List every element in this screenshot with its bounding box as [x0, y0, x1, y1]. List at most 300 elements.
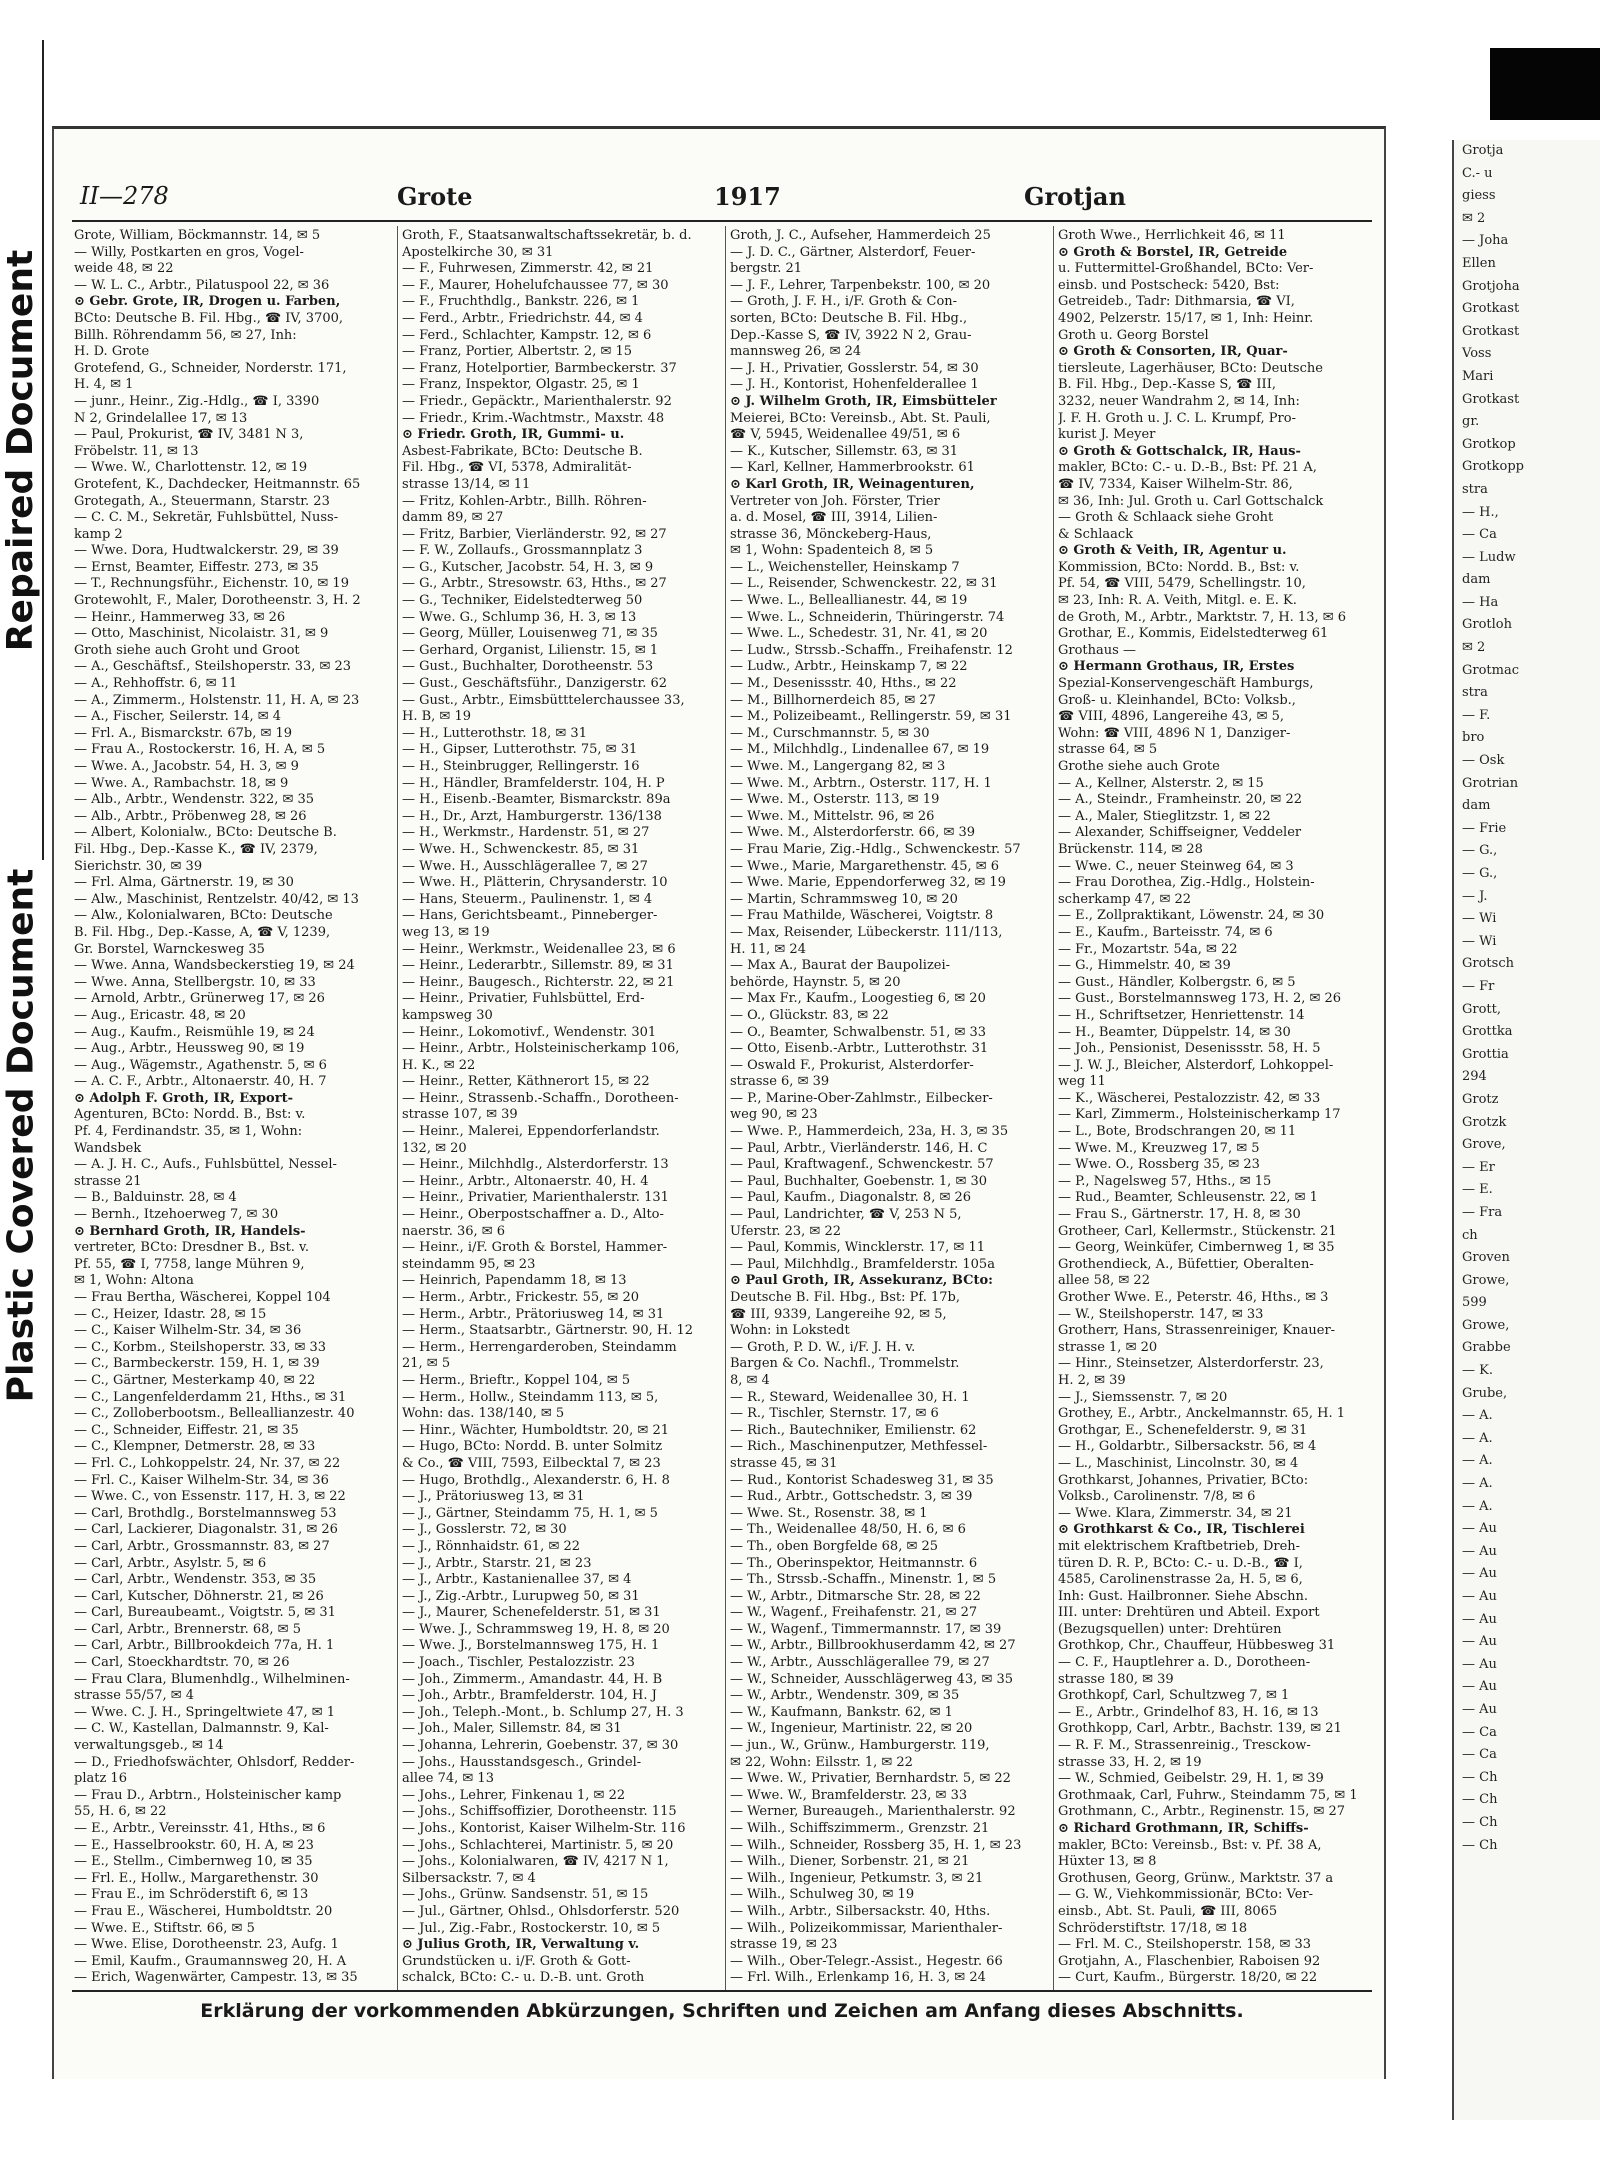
directory-entry-line: — Wwe. Anna, Stellbergstr. 10, ✉ 33	[74, 974, 316, 990]
directory-entry-line: — A. C. F., Arbtr., Altonaerstr. 40, H. 7	[74, 1074, 327, 1090]
next-page-fragment: — Joha	[1462, 233, 1509, 249]
directory-entry-line: — Paul, Milchhdlg., Bramfelderstr. 105a	[730, 1256, 995, 1272]
directory-entry-line: Spezial-Konservengeschäft Hamburgs,	[1058, 676, 1314, 692]
directory-entry-line: — J., Arbtr., Kastanienallee 37, ✉ 4	[402, 1572, 632, 1588]
directory-entry-line: — Alb., Arbtr., Pröbenweg 28, ✉ 26	[74, 808, 307, 824]
next-page-fragment: Grotkopp	[1462, 459, 1524, 475]
directory-entry-line: türen D. R. P., BCto: C.- u. D.-B., ☎ I,	[1058, 1555, 1303, 1571]
directory-entry-line: B. Fil. Hbg., Dep.-Kasse S, ☎ III,	[1058, 377, 1276, 393]
directory-entry-line: H. 11, ✉ 24	[730, 941, 806, 957]
directory-entry-line: Groth Wwe., Herrlichkeit 46, ✉ 11	[1058, 228, 1286, 243]
directory-entry-line: — G., Kutscher, Jacobstr. 54, H. 3, ✉ 9	[402, 559, 654, 575]
next-page-fragment: dam	[1462, 798, 1491, 814]
directory-entry-line: — Johs., Hausstandsgesch., Grindel-	[402, 1754, 642, 1770]
directory-entry-line: Grotegath, A., Steuermann, Starstr. 23	[74, 493, 330, 509]
directory-entry-line: — H., Beamter, Düppelstr. 14, ✉ 30	[1058, 1024, 1291, 1040]
directory-entry-line: — Frau Mathilde, Wäscherei, Voigtstr. 8	[730, 908, 994, 924]
directory-entry-line: ☎ V, 5945, Weidenallee 49/51, ✉ 6	[730, 427, 961, 443]
directory-entry-line: — C., Schneider, Eiffestr. 21, ✉ 35	[74, 1422, 299, 1438]
directory-entry-line: — Joh., Zimmerm., Amandastr. 44, H. B	[402, 1671, 663, 1687]
banner-lower-text: Plastic Covered Document	[0, 868, 42, 1402]
directory-entry-line: — C., Klempner, Detmerstr. 28, ✉ 33	[74, 1439, 316, 1455]
next-page-fragment: Grotmac	[1462, 662, 1520, 678]
directory-entry-line: — P., Nagelsweg 57, Hths., ✉ 15	[1058, 1173, 1272, 1189]
directory-entry-line: — Karl, Kellner, Hammerbrookstr. 61	[730, 460, 975, 476]
directory-entry-line: — Wilh., Arbtr., Silbersackstr. 40, Hths.	[730, 1903, 991, 1919]
next-page-fragment: Grabbe	[1462, 1340, 1511, 1356]
directory-entry-line: — J., Zig.-Arbtr., Lurupweg 50, ✉ 31	[402, 1588, 640, 1604]
directory-entry-line: — Wilh., Ingenieur, Petkumstr. 3, ✉ 21	[730, 1870, 984, 1886]
directory-entry-line: — D., Friedhofswächter, Ohlsdorf, Redder-	[74, 1754, 355, 1770]
directory-entry-line: — Herm., Hollw., Steindamm 113, ✉ 5,	[402, 1389, 659, 1405]
directory-entry-line: — E., Kaufm., Barteisstr. 74, ✉ 6	[1058, 924, 1273, 940]
directory-entry-line: scherkamp 47, ✉ 22	[1058, 891, 1192, 907]
directory-entry-line: H. D. Grote	[74, 344, 150, 360]
directory-entry-line: — Johs., Grünw. Sandsenstr. 51, ✉ 15	[402, 1887, 649, 1903]
directory-entry-line: Grothey, E., Arbtr., Anckelmannstr. 65, H. 1	[1058, 1406, 1346, 1422]
directory-entry-line: ⊙ Adolph F. Groth, IR, Export-	[74, 1090, 293, 1106]
directory-entry-line: Fil. Hbg., ☎ VI, 5378, Admiralität-	[402, 460, 632, 476]
directory-entry-line: ⊙ Groth & Consorten, IR, Quar-	[1058, 344, 1288, 360]
directory-entry-line: — Wwe. Klara, Zimmerstr. 34, ✉ 21	[1058, 1505, 1293, 1521]
directory-entry-line: 3232, neuer Wandrahm 2, ✉ 14, Inh:	[1058, 393, 1300, 409]
directory-entry-line: — F. W., Zollaufs., Grossmannplatz 3	[402, 543, 643, 559]
next-page-fragment: gr.	[1462, 414, 1480, 430]
next-page-fragment: — Au	[1462, 1701, 1497, 1717]
directory-entry-line: — Emil, Kaufm., Graumannsweg 20, H. A	[74, 1953, 347, 1969]
directory-entry-line: — Oswald F., Prokurist, Alsterdorfer-	[730, 1057, 974, 1073]
directory-entry-line: (Bezugsquellen) unter: Drehtüren	[1058, 1621, 1282, 1637]
directory-entry-line: — Wwe. Marie, Eppendorferweg 32, ✉ 19	[730, 875, 1006, 891]
directory-entry-line: — J. H., Privatier, Gosslerstr. 54, ✉ 30	[730, 360, 979, 376]
next-page-fragment: — Au	[1462, 1543, 1497, 1559]
next-page-fragment: Groven	[1462, 1250, 1510, 1266]
directory-entry-line: sorten, BCto: Deutsche B. Fil. Hbg.,	[730, 310, 968, 326]
next-page-fragment: giess	[1462, 188, 1496, 204]
directory-entry-line: Grothmann, C., Arbtr., Reginenstr. 15, ✉ 27	[1058, 1804, 1346, 1820]
next-page-fragment: Ellen	[1462, 255, 1496, 271]
directory-entry-line: J. F. H. Groth u. J. C. L. Krumpf, Pro-	[1058, 410, 1296, 426]
directory-entry-line: H. 2, ✉ 39	[1058, 1372, 1126, 1388]
directory-entry-line	[74, 1987, 386, 1988]
next-page-fragment: — E.	[1462, 1182, 1493, 1198]
directory-entry-line: — Paul, Prokurist, ☎ IV, 3481 N 3,	[74, 427, 304, 443]
directory-entry-line: — Wwe. M., Mittelstr. 96, ✉ 26	[730, 808, 935, 824]
directory-entry-line: — H., Lutterothstr. 18, ✉ 31	[402, 725, 587, 741]
directory-entry-line: Wohn: in Lokstedt	[730, 1323, 850, 1339]
directory-entry-line: tiersleute, Lagerhäuser, BCto: Deutsche	[1058, 360, 1323, 376]
next-page-fragment: — Ch	[1462, 1769, 1498, 1785]
directory-entry-line: — W., Wagenf., Freihafenstr. 21, ✉ 27	[730, 1605, 978, 1621]
directory-entry-line: — Rud., Arbtr., Gottschedstr. 3, ✉ 39	[730, 1489, 973, 1505]
directory-entry-line: Groth, J. C., Aufseher, Hammerdeich 25	[730, 228, 991, 243]
directory-entry-line: — Herm., Arbtr., Frickestr. 55, ✉ 20	[402, 1290, 639, 1305]
directory-entry-line: — L., Maschinist, Lincolnstr. 30, ✉ 4	[1058, 1455, 1299, 1471]
directory-entry-line: — Carl, Arbtr., Billbrookdeich 77a, H. 1	[74, 1638, 335, 1654]
directory-entry-line: — Wwe. G., Schlump 36, H. 3, ✉ 13	[402, 609, 637, 625]
directory-entry-line: — Albert, Kolonialw., BCto: Deutsche B.	[74, 825, 337, 841]
directory-entry-line: — A., Kellner, Alsterstr. 2, ✉ 15	[1058, 775, 1264, 791]
next-page-fragment: — Au	[1462, 1656, 1497, 1672]
next-page-fragment: Voss	[1462, 346, 1492, 362]
directory-entry-line: — W., Schneider, Ausschlägerweg 43, ✉ 35	[730, 1671, 1014, 1687]
directory-entry-line: — Wwe. H., Schwenckestr. 85, ✉ 31	[402, 841, 640, 857]
directory-entry-line: — Heinr., Baugesch., Richterstr. 22, ✉ 21	[402, 974, 675, 990]
directory-entry-line: — Heinr., Werkmstr., Weidenallee 23, ✉ 6	[402, 941, 676, 957]
directory-entry-line: — Wilh., Ober-Telegr.-Assist., Hegestr. 66	[730, 1953, 1003, 1969]
directory-entry-line: — Fritz, Kohlen-Arbtr., Billh. Röhren-	[402, 493, 647, 509]
directory-entry-line: — Wwe. M., Langergang 82, ✉ 3	[730, 759, 946, 774]
directory-entry-line: — Georg, Weinküfer, Cimbernweg 1, ✉ 35	[1058, 1240, 1335, 1256]
directory-entry-line: — M., Polizeibeamt., Rellingerstr. 59, ✉ 31	[730, 709, 1012, 725]
directory-entry-line: — C., Langenfelderdamm 21, Hths., ✉ 31	[74, 1389, 347, 1405]
directory-entry-line: ⊙ Richard Grothmann, IR, Schiffs-	[1058, 1821, 1309, 1836]
directory-entry-line: 4902, Pelzerstr. 15/17, ✉ 1, Inh: Heinr.	[1058, 310, 1314, 326]
directory-entry-line: — Jul., Zig.-Fabr., Rostockerstr. 10, ✉ 5	[402, 1920, 661, 1936]
directory-entry-line: — Wwe. C., neuer Steinweg 64, ✉ 3	[1058, 858, 1294, 874]
directory-entry-line: — C. W., Kastellan, Dalmannstr. 9, Kal-	[74, 1721, 329, 1737]
directory-entry-line: — Wwe. W., Privatier, Bernhardstr. 5, ✉ 22	[730, 1771, 1011, 1787]
page-header	[72, 178, 1372, 222]
directory-entry-line: — Paul, Kaufm., Diagonalstr. 8, ✉ 26	[730, 1190, 972, 1206]
directory-entry-line: — Aug., Ericastr. 48, ✉ 20	[74, 1007, 246, 1023]
directory-entry-line: — A., Maler, Stieglitzstr. 1, ✉ 22	[1058, 808, 1271, 824]
directory-entry-line: — J., Gärtner, Steindamm 75, H. 1, ✉ 5	[402, 1505, 658, 1521]
next-page-fragment: Grotja	[1462, 143, 1504, 158]
directory-entry-line: Pf. 55, ☎ I, 7758, lange Mühren 9,	[74, 1256, 305, 1272]
directory-entry-line: — E., Hasselbrookstr. 60, H. A, ✉ 23	[74, 1837, 314, 1853]
directory-entry-line: — Carl, Stoeckhardtstr. 70, ✉ 26	[74, 1655, 290, 1671]
directory-entry-line: Grotheer, Carl, Kellermstr., Stückenstr. 21	[1058, 1223, 1337, 1239]
directory-entry-line: ⊙ Grothkarst & Co., IR, Tischlerei	[1058, 1522, 1305, 1538]
next-page-fragment: 294	[1462, 1069, 1487, 1085]
directory-entry-line: — Gust., Händler, Kolbergstr. 6, ✉ 5	[1058, 974, 1296, 990]
directory-entry-line: 4585, Carolinenstrasse 2a, H. 5, ✉ 6,	[1058, 1572, 1303, 1588]
directory-entry-line: — H., Dr., Arzt, Hamburgerstr. 136/138	[402, 808, 662, 824]
directory-entry-line: — J., Arbtr., Starstr. 21, ✉ 23	[402, 1555, 592, 1571]
directory-entry-line: — Ernst, Beamter, Eiffestr. 273, ✉ 35	[74, 559, 319, 575]
directory-entry-line: ✉ 1, Wohn: Altona	[74, 1273, 194, 1289]
directory-entry-line: — Carl, Bureaubeamt., Voigtstr. 5, ✉ 31	[74, 1605, 336, 1621]
directory-entry-line: Meierei, BCto: Vereinsb., Abt. St. Pauli,	[730, 410, 991, 426]
column-2	[402, 228, 714, 1988]
directory-entry-line: — Frl. E., Hollw., Margarethenstr. 30	[74, 1870, 319, 1886]
directory-entry-line: — Ferd., Arbtr., Friedrichstr. 44, ✉ 4	[402, 310, 643, 326]
directory-entry-line: — Paul, Landrichter, ☎ V, 253 N 5,	[730, 1207, 962, 1223]
directory-entry-line: — H., Gipser, Lutterothstr. 75, ✉ 31	[402, 742, 638, 758]
directory-entry-line: — Frau E., im Schröderstift 6, ✉ 13	[74, 1887, 309, 1903]
directory-entry-line: — Jul., Gärtner, Ohlsd., Ohlsdorferstr. 520	[402, 1903, 680, 1919]
next-page-fragment: — G.,	[1462, 843, 1498, 859]
next-page-fragment: — Fr	[1462, 978, 1495, 994]
directory-entry-line: — E., Arbtr., Vereinsstr. 41, Hths., ✉ 6	[74, 1821, 326, 1836]
directory-entry-line: — Heinrich, Papendamm 18, ✉ 13	[402, 1273, 627, 1289]
directory-entry-line: — Heinr., Privatier, Fuhlsbüttel, Erd-	[402, 991, 645, 1007]
next-page-fragment: — Ca	[1462, 527, 1497, 543]
directory-entry-line: — Alw., Kolonialwaren, BCto: Deutsche	[74, 908, 333, 924]
directory-entry-line: Fil. Hbg., Dep.-Kasse K., ☎ IV, 2379,	[74, 841, 318, 857]
next-page-fragment: — Wi	[1462, 911, 1497, 927]
directory-entry-line: ⊙ Paul Groth, IR, Assekuranz, BCto:	[730, 1273, 993, 1289]
directory-entry-line: — Paul, Kraftwagenf., Schwenckestr. 57	[730, 1157, 994, 1173]
directory-entry-line: Asbest-Fabrikate, BCto: Deutsche B.	[402, 443, 643, 459]
directory-entry-line: — Wilh., Schneider, Rossberg 35, H. 1, ✉ 23	[730, 1837, 1022, 1853]
directory-entry-line: — Ludw., Strssb.-Schaffn., Freihafenstr. 12	[730, 642, 1013, 658]
directory-entry-line: Grothusen, Georg, Grünw., Marktstr. 37 a	[1058, 1870, 1334, 1886]
directory-entry-line: — Frau Clara, Blumenhdlg., Wilhelminen-	[74, 1671, 350, 1687]
directory-entry-line: — Wwe. M., Arbtrn., Osterstr. 117, H. 1	[730, 775, 992, 791]
next-page-fragment: — A.	[1462, 1498, 1493, 1514]
next-page-fragment: — Frie	[1462, 820, 1507, 836]
directory-entry-line: — Heinr., Strassenb.-Schaffn., Dorotheen-	[402, 1090, 679, 1106]
next-page-fragment: Grotkop	[1462, 436, 1516, 452]
directory-entry-line: — J., Maurer, Schenefelderstr. 51, ✉ 31	[402, 1605, 661, 1621]
directory-entry-line: — Heinr., Privatier, Marienthalerstr. 131	[402, 1190, 669, 1206]
directory-entry-line: 132, ✉ 20	[402, 1140, 467, 1156]
directory-entry-line: BCto: Deutsche B. Fil. Hbg., ☎ IV, 3700,	[74, 310, 344, 326]
directory-entry-line: Grothe siehe auch Grote	[1058, 759, 1220, 774]
next-page-fragment: — K.	[1462, 1363, 1493, 1379]
directory-entry-line: — Fritz, Barbier, Vierländerstr. 92, ✉ 27	[402, 526, 667, 542]
directory-entry-line: — Groth, P. D. W., i/F. J. H. v.	[730, 1339, 916, 1355]
directory-entry-line: ⊙ Karl Groth, IR, Weinagenturen,	[730, 476, 975, 492]
directory-entry-line: — W., Arbtr., Wendenstr. 309, ✉ 35	[730, 1688, 960, 1704]
directory-entry-line: ✉ 1, Wohn: Spadenteich 8, ✉ 5	[730, 543, 934, 559]
directory-entry-line: — C. C. M., Sekretär, Fuhlsbüttel, Nuss-	[74, 510, 339, 526]
directory-entry-line: — Wwe. L., Belleallianestr. 44, ✉ 19	[730, 593, 968, 609]
directory-entry-line: — C., Kaiser Wilhelm-Str. 34, ✉ 36	[74, 1323, 302, 1339]
directory-entry-line: Uferstr. 23, ✉ 22	[730, 1223, 841, 1239]
directory-entry-line: B. Fil. Hbg., Dep.-Kasse, A, ☎ V, 1239,	[74, 924, 331, 940]
directory-entry-line: — Friedr., Krim.-Wachtmstr., Maxstr. 48	[402, 410, 665, 426]
directory-entry-line: — Herm., Arbtr., Prätoriusweg 14, ✉ 31	[402, 1306, 665, 1322]
directory-entry-line: — Joh., Arbtr., Bramfelderstr. 104, H. J	[402, 1688, 657, 1704]
directory-entry-line: — Groth, J. F. H., i/F. Groth & Con-	[730, 294, 958, 310]
directory-entry-line: — Heinr., Retter, Käthnerort 15, ✉ 22	[402, 1074, 650, 1090]
next-page-fragment: — Osk	[1462, 753, 1505, 769]
next-page-fragment: 599	[1462, 1295, 1487, 1311]
directory-entry-line: — Aug., Arbtr., Heussweg 90, ✉ 19	[74, 1041, 305, 1057]
directory-entry-line: — J. F., Lehrer, Tarpenbekstr. 100, ✉ 20	[730, 277, 991, 293]
directory-entry-line: — Frau S., Gärtnerstr. 17, H. 8, ✉ 30	[1058, 1207, 1301, 1223]
directory-entry-line: bergstr. 21	[730, 261, 803, 277]
abbreviation-note: Erklärung der vorkommenden Abkürzungen, Schriften und Zeichen am Anfang dieses Abschnitts.	[72, 1990, 1372, 2032]
banner-lower	[0, 860, 42, 1410]
directory-entry-line: — Heinr., Hammerweg 33, ✉ 26	[74, 609, 286, 625]
directory-entry-line: Dep.-Kasse S, ☎ IV, 3922 N 2, Grau-	[730, 327, 972, 343]
next-page-fragment: — Wi	[1462, 933, 1497, 949]
directory-entry-line: — R., Steward, Weidenallee 30, H. 1	[730, 1389, 970, 1405]
directory-entry-line: Volksb., Carolinenstr. 7/8, ✉ 6	[1058, 1489, 1256, 1505]
directory-entry-line: H. 4, ✉ 1	[74, 377, 134, 393]
directory-entry-line: — Wwe. L., Schneiderin, Thüringerstr. 74	[730, 609, 1005, 625]
directory-entry-line: — H., Schriftsetzer, Henriettenstr. 14	[1058, 1007, 1305, 1023]
directory-entry-line: — Wwe., Marie, Margarethenstr. 45, ✉ 6	[730, 858, 1000, 874]
directory-entry-line: mannsweg 26, ✉ 24	[730, 344, 862, 360]
column-1	[74, 228, 386, 1988]
directory-entry-line: allee 58, ✉ 22	[1058, 1273, 1150, 1289]
directory-entry-line: Inh: Gust. Hailbronner. Siehe Abschn.	[1058, 1588, 1309, 1604]
directory-entry-line: ☎ VIII, 4896, Langereihe 43, ✉ 5,	[1058, 709, 1285, 725]
directory-entry-line: — Hans, Gerichtsbeamt., Pinneberger-	[402, 908, 658, 924]
next-page-fragment: C.- u	[1462, 165, 1493, 181]
directory-entry-line: 55, H. 6, ✉ 22	[74, 1804, 167, 1820]
directory-entry-line: — C., Zolloberbootsm., Belleallianzestr. 40	[74, 1406, 355, 1422]
directory-entry-line: Schröderstiftstr. 17/18, ✉ 18	[1058, 1920, 1248, 1936]
directory-entry-line: — O., Glückstr. 83, ✉ 22	[730, 1007, 889, 1023]
directory-entry-line: — W., Arbtr., Ausschlägerallee 79, ✉ 27	[730, 1655, 990, 1671]
directory-entry-line: — W., Steilshoperstr. 147, ✉ 33	[1058, 1306, 1264, 1322]
directory-entry-line: schalck, BCto: C.- u. D.-B. unt. Groth	[402, 1970, 645, 1986]
directory-entry-line: — H., Werkmstr., Hardenstr. 51, ✉ 27	[402, 825, 650, 841]
directory-entry-line: — G., Arbtr., Stresowstr. 63, Hths., ✉ 27	[402, 576, 667, 592]
next-page-fragment: Grottka	[1462, 1024, 1513, 1040]
directory-entry-line: Grothendieck, A., Büfettier, Oberalten-	[1058, 1256, 1314, 1272]
directory-entry-line: — Franz, Hotelportier, Barmbeckerstr. 37	[402, 360, 677, 376]
directory-entry-line: 21, ✉ 5	[402, 1356, 451, 1372]
directory-entry-line: Brückenstr. 114, ✉ 28	[1058, 841, 1203, 857]
directory-entry-line: — Heinr., Arbtr., Holsteinischerkamp 106,	[402, 1041, 680, 1057]
directory-entry-line: — F., Fruchthdlg., Bankstr. 226, ✉ 1	[402, 294, 640, 310]
directory-entry-line: Wandsbek	[74, 1140, 142, 1156]
directory-entry-line: Billh. Röhrendamm 56, ✉ 27, Inh:	[74, 327, 297, 343]
directory-entry-line: — Groth & Schlaack siehe Groht	[1058, 510, 1274, 526]
directory-entry-line: Sierichstr. 30, ✉ 39	[74, 858, 203, 874]
directory-entry-line: — Alb., Arbtr., Wendenstr. 322, ✉ 35	[74, 792, 315, 808]
directory-entry-line: — H., Eisenb.-Beamter, Bismarckstr. 89a	[402, 792, 671, 808]
directory-entry-line: — Wilh., Diener, Sorbenstr. 21, ✉ 21	[730, 1854, 970, 1870]
directory-entry-line: III. unter: Drehtüren und Abteil. Export	[1058, 1605, 1320, 1621]
directory-entry-line: — Friedr., Gepäcktr., Marienthalerstr. 92	[402, 393, 672, 409]
directory-entry-line: — Wwe. C., von Essenstr. 117, H. 3, ✉ 22	[74, 1489, 346, 1505]
directory-entry-line: strasse 13/14, ✉ 11	[402, 476, 531, 492]
directory-entry-line: Groth siehe auch Groht und Groot	[74, 642, 300, 658]
directory-entry-line: — Ludw., Arbtr., Heinskamp 7, ✉ 22	[730, 659, 968, 675]
directory-entry-line: makler, BCto: C.- u. D.-B., Bst: Pf. 21 A,	[1058, 460, 1317, 476]
directory-entry-line: Groth, F., Staatsanwaltschaftssekretär, b. d.	[402, 228, 692, 243]
directory-entry-line: — Th., Weidenallee 48/50, H. 6, ✉ 6	[730, 1522, 966, 1538]
directory-entry-line: — Herm., Brieftr., Koppel 104, ✉ 5	[402, 1372, 631, 1388]
directory-entry-line: — Bernh., Itzehoerweg 7, ✉ 30	[74, 1207, 279, 1223]
directory-entry-line: Grotewohlt, F., Maler, Dorotheenstr. 3, H. 2	[74, 593, 361, 609]
directory-entry-line: Grotherr, Hans, Strassenreiniger, Knauer-	[1058, 1323, 1336, 1339]
directory-entry-line	[402, 1987, 714, 1988]
directory-entry-line: Hüxter 13, ✉ 8	[1058, 1854, 1157, 1870]
directory-entry-line: — E., Stellm., Cimbernweg 10, ✉ 35	[74, 1854, 313, 1870]
directory-entry-line: — K., Kutscher, Sillemstr. 63, ✉ 31	[730, 443, 959, 459]
directory-entry-line: vertreter, BCto: Dresdner B., Bst. v.	[74, 1240, 309, 1256]
directory-entry-line: Kommission, BCto: Nordd. B., Bst: v.	[1058, 559, 1300, 575]
directory-entry-line: — A. J. H. C., Aufs., Fuhlsbüttel, Nessel-	[74, 1157, 337, 1173]
directory-entry-line: — Wwe. E., Stiftstr. 66, ✉ 5	[74, 1920, 255, 1936]
directory-entry-line: — B., Balduinstr. 28, ✉ 4	[74, 1190, 237, 1206]
directory-entry-line	[1058, 1987, 1370, 1988]
directory-entry-line: — P., Marine-Ober-Zahlmstr., Eilbecker-	[730, 1090, 993, 1106]
directory-entry-line: H. B, ✉ 19	[402, 709, 471, 725]
directory-entry-line: — W., Schmied, Geibelstr. 29, H. 1, ✉ 39	[1058, 1771, 1324, 1787]
directory-entry-line: — Frau Dorothea, Zig.-Hdlg., Holstein-	[1058, 875, 1315, 891]
directory-entry-line: — C. F., Hauptlehrer a. D., Dorotheen-	[1058, 1655, 1311, 1671]
directory-entry-line: — Rich., Bautechniker, Emilienstr. 62	[730, 1422, 977, 1438]
directory-entry-line: — Wwe. A., Rambachstr. 18, ✉ 9	[74, 775, 289, 791]
directory-entry-line: Grotefend, G., Schneider, Norderstr. 171,	[74, 360, 347, 376]
directory-entry-line: mit elektrischem Kraftbetrieb, Dreh-	[1058, 1538, 1301, 1554]
directory-entry-line: Grother Wwe. E., Peterstr. 46, Hths., ✉ 3	[1058, 1290, 1329, 1305]
next-page-fragment: — G.,	[1462, 866, 1498, 881]
directory-entry-line: — Arnold, Arbtr., Grünerweg 17, ✉ 26	[74, 991, 325, 1007]
next-page-fragment: — Ch	[1462, 1792, 1498, 1808]
directory-entry-line: — G. W., Viehkommissionär, BCto: Ver-	[1058, 1887, 1314, 1903]
directory-entry-line: — G., Himmelstr. 40, ✉ 39	[1058, 958, 1231, 974]
column-3	[730, 228, 1042, 1988]
directory-entry-line: — A., Steindr., Framheinstr. 20, ✉ 22	[1058, 792, 1303, 808]
directory-entry-line: & Schlaack	[1058, 526, 1134, 542]
directory-entry-line: — Frl. M. C., Steilshoperstr. 158, ✉ 33	[1058, 1937, 1312, 1953]
directory-entry-line: N 2, Grindelallee 17, ✉ 13	[74, 410, 248, 426]
directory-entry-line: Grothar, E., Kommis, Eidelstedterweg 61	[1058, 626, 1329, 642]
directory-entry-line: kurist J. Meyer	[1058, 427, 1156, 443]
directory-entry-line: — Max Fr., Kaufm., Loogestieg 6, ✉ 20	[730, 991, 986, 1007]
directory-entry-line: — Franz, Inspektor, Olgastr. 25, ✉ 1	[402, 377, 640, 393]
directory-entry-line: Grothgar, E., Schenefelderstr. 9, ✉ 31	[1058, 1422, 1308, 1438]
header-left-word: Grote	[397, 182, 473, 211]
directory-entry-line: — Frl. Alma, Gärtnerstr. 19, ✉ 30	[74, 875, 294, 891]
directory-entry-line: — Carl, Arbtr., Asylstr. 5, ✉ 6	[74, 1555, 267, 1571]
directory-entry-line: Grothkarst, Johannes, Privatier, BCto:	[1058, 1472, 1309, 1488]
directory-entry-line: — Paul, Buchhalter, Goebenstr. 1, ✉ 30	[730, 1173, 988, 1189]
directory-entry-line: — Curt, Kaufm., Bürgerstr. 18/20, ✉ 22	[1058, 1970, 1318, 1986]
next-page-edge	[1452, 140, 1600, 2120]
directory-entry-line: — Wwe. H., Ausschlägerallee 7, ✉ 27	[402, 858, 648, 874]
directory-entry-line: Wohn: ☎ VIII, 4896 N 1, Danziger-	[1058, 725, 1291, 741]
directory-entry-line: strasse 33, H. 2, ✉ 19	[1058, 1754, 1202, 1770]
next-page-fragment: — Au	[1462, 1521, 1497, 1537]
directory-entry-line: — Otto, Maschinist, Nicolaistr. 31, ✉ 9	[74, 626, 329, 642]
directory-entry-line: ⊙ J. Wilhelm Groth, IR, Eimsbütteler	[730, 393, 997, 409]
directory-entry-line: — Frau D., Arbtrn., Holsteinischer kamp	[74, 1787, 342, 1803]
directory-entry-line: — Franz, Portier, Albertstr. 2, ✉ 15	[402, 344, 633, 360]
directory-entry-line: — Georg, Müller, Louisenweg 71, ✉ 35	[402, 626, 658, 642]
directory-entry-line: — Johs., Lehrer, Finkenau 1, ✉ 22	[402, 1787, 626, 1803]
directory-entry-line: — C., Heizer, Idastr. 28, ✉ 15	[74, 1306, 267, 1322]
directory-entry-line: Grote, William, Böckmannstr. 14, ✉ 5	[74, 228, 321, 243]
directory-entry-line: — M., Curschmannstr. 5, ✉ 30	[730, 725, 930, 741]
directory-entry-line: — E., Arbtr., Grindelhof 83, H. 16, ✉ 13	[1058, 1704, 1319, 1720]
directory-entry-line: — Martin, Schrammsweg 10, ✉ 20	[730, 891, 958, 907]
directory-entry-line: — Heinr., Lederarbtr., Sillemstr. 89, ✉ 31	[402, 958, 674, 974]
next-page-fragment: Grotsch	[1462, 956, 1514, 972]
directory-entry-line: kampsweg 30	[402, 1007, 493, 1023]
directory-entry-line: — Wwe. St., Rosenstr. 38, ✉ 1	[730, 1505, 928, 1521]
directory-entry-line: Pf. 54, ☎ VIII, 5479, Schellingstr. 10,	[1058, 576, 1306, 592]
directory-entry-line: weg 13, ✉ 19	[402, 924, 490, 940]
directory-entry-line: — Herm., Staatsarbtr., Gärtnerstr. 90, H. 12	[402, 1323, 694, 1339]
directory-entry-line: — Johs., Schlachterei, Martinistr. 5, ✉ 20	[402, 1837, 674, 1853]
directory-entry-line: — G., Techniker, Eidelstedterweg 50	[402, 593, 643, 609]
directory-entry-line: — W. L. C., Arbtr., Pilatuspool 22, ✉ 36	[74, 277, 330, 293]
directory-entry-line: — Wilh., Schulweg 30, ✉ 19	[730, 1887, 915, 1903]
column-4	[1058, 228, 1370, 1988]
directory-entry-line: — Th., Oberinspektor, Heitmannstr. 6	[730, 1555, 978, 1571]
next-page-fragment: bro	[1462, 730, 1485, 746]
directory-entry-line: — L., Weichensteller, Heinskamp 7	[730, 559, 960, 575]
next-page-fragment: — Er	[1462, 1159, 1495, 1175]
directory-entry-line: Fröbelstr. 11, ✉ 13	[74, 443, 199, 459]
directory-entry-line: — Willy, Postkarten en gros, Vogel-	[74, 244, 304, 260]
directory-entry-line: — junr., Heinr., Zig.-Hdlg., ☎ I, 3390	[74, 393, 320, 409]
directory-entry-line: ✉ 36, Inh: Jul. Groth u. Carl Gottschalck	[1058, 493, 1324, 509]
directory-entry-line: H. K., ✉ 22	[402, 1057, 476, 1073]
